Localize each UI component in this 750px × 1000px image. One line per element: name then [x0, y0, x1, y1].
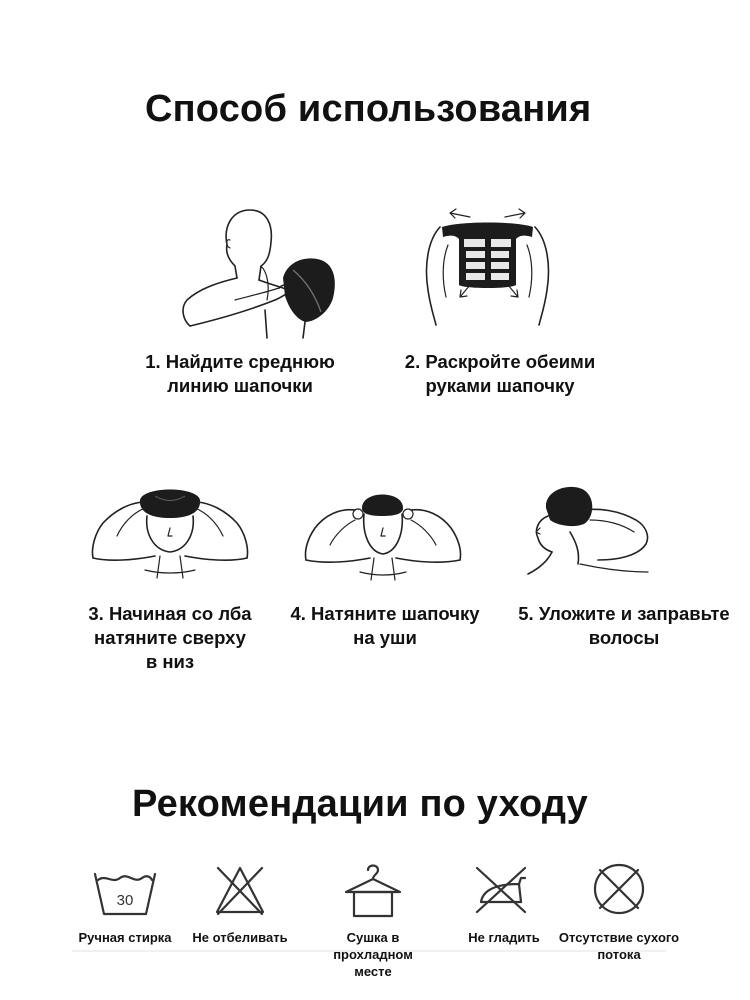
- hand-wash-temperature: 30: [116, 892, 134, 909]
- pull-cap-illustration: [85, 478, 255, 588]
- care-label-no-bleach: Не отбеливать: [192, 930, 288, 945]
- no-iron-icon: [473, 864, 529, 916]
- step-5-label: 5. Уложите и заправьте волосы: [518, 603, 730, 648]
- step-4-label: 4. Натяните шапочку на уши: [290, 603, 480, 648]
- step-2-label: 2. Раскройте обеими руками шапочку: [404, 351, 596, 396]
- usage-title: Способ использования: [145, 88, 592, 130]
- care-label-hang-dry: Сушка в прохладном месте: [333, 930, 413, 979]
- care-title: Рекомендации по уходу: [132, 783, 588, 825]
- care-label-no-dry-clean: Отсутствие сухого потока: [558, 930, 680, 962]
- open-cap-illustration: [420, 205, 555, 330]
- tuck-hair-illustration: [518, 480, 658, 580]
- cover-ears-illustration: [300, 480, 465, 588]
- care-label-no-iron: Не гладить: [468, 930, 540, 945]
- no-dry-clean-icon: [592, 862, 646, 916]
- hang-dry-icon: [342, 860, 404, 920]
- step-1-label: 1. Найдите среднюю линию шапочки: [145, 351, 335, 396]
- step-3-label: 3. Начиная со лба натяните сверху в низ: [88, 603, 252, 672]
- find-midline-illustration: [175, 200, 355, 340]
- hand-wash-30-icon: [92, 868, 158, 918]
- care-label-hand-wash: Ручная стирка: [78, 930, 172, 945]
- no-bleach-icon: [214, 864, 266, 916]
